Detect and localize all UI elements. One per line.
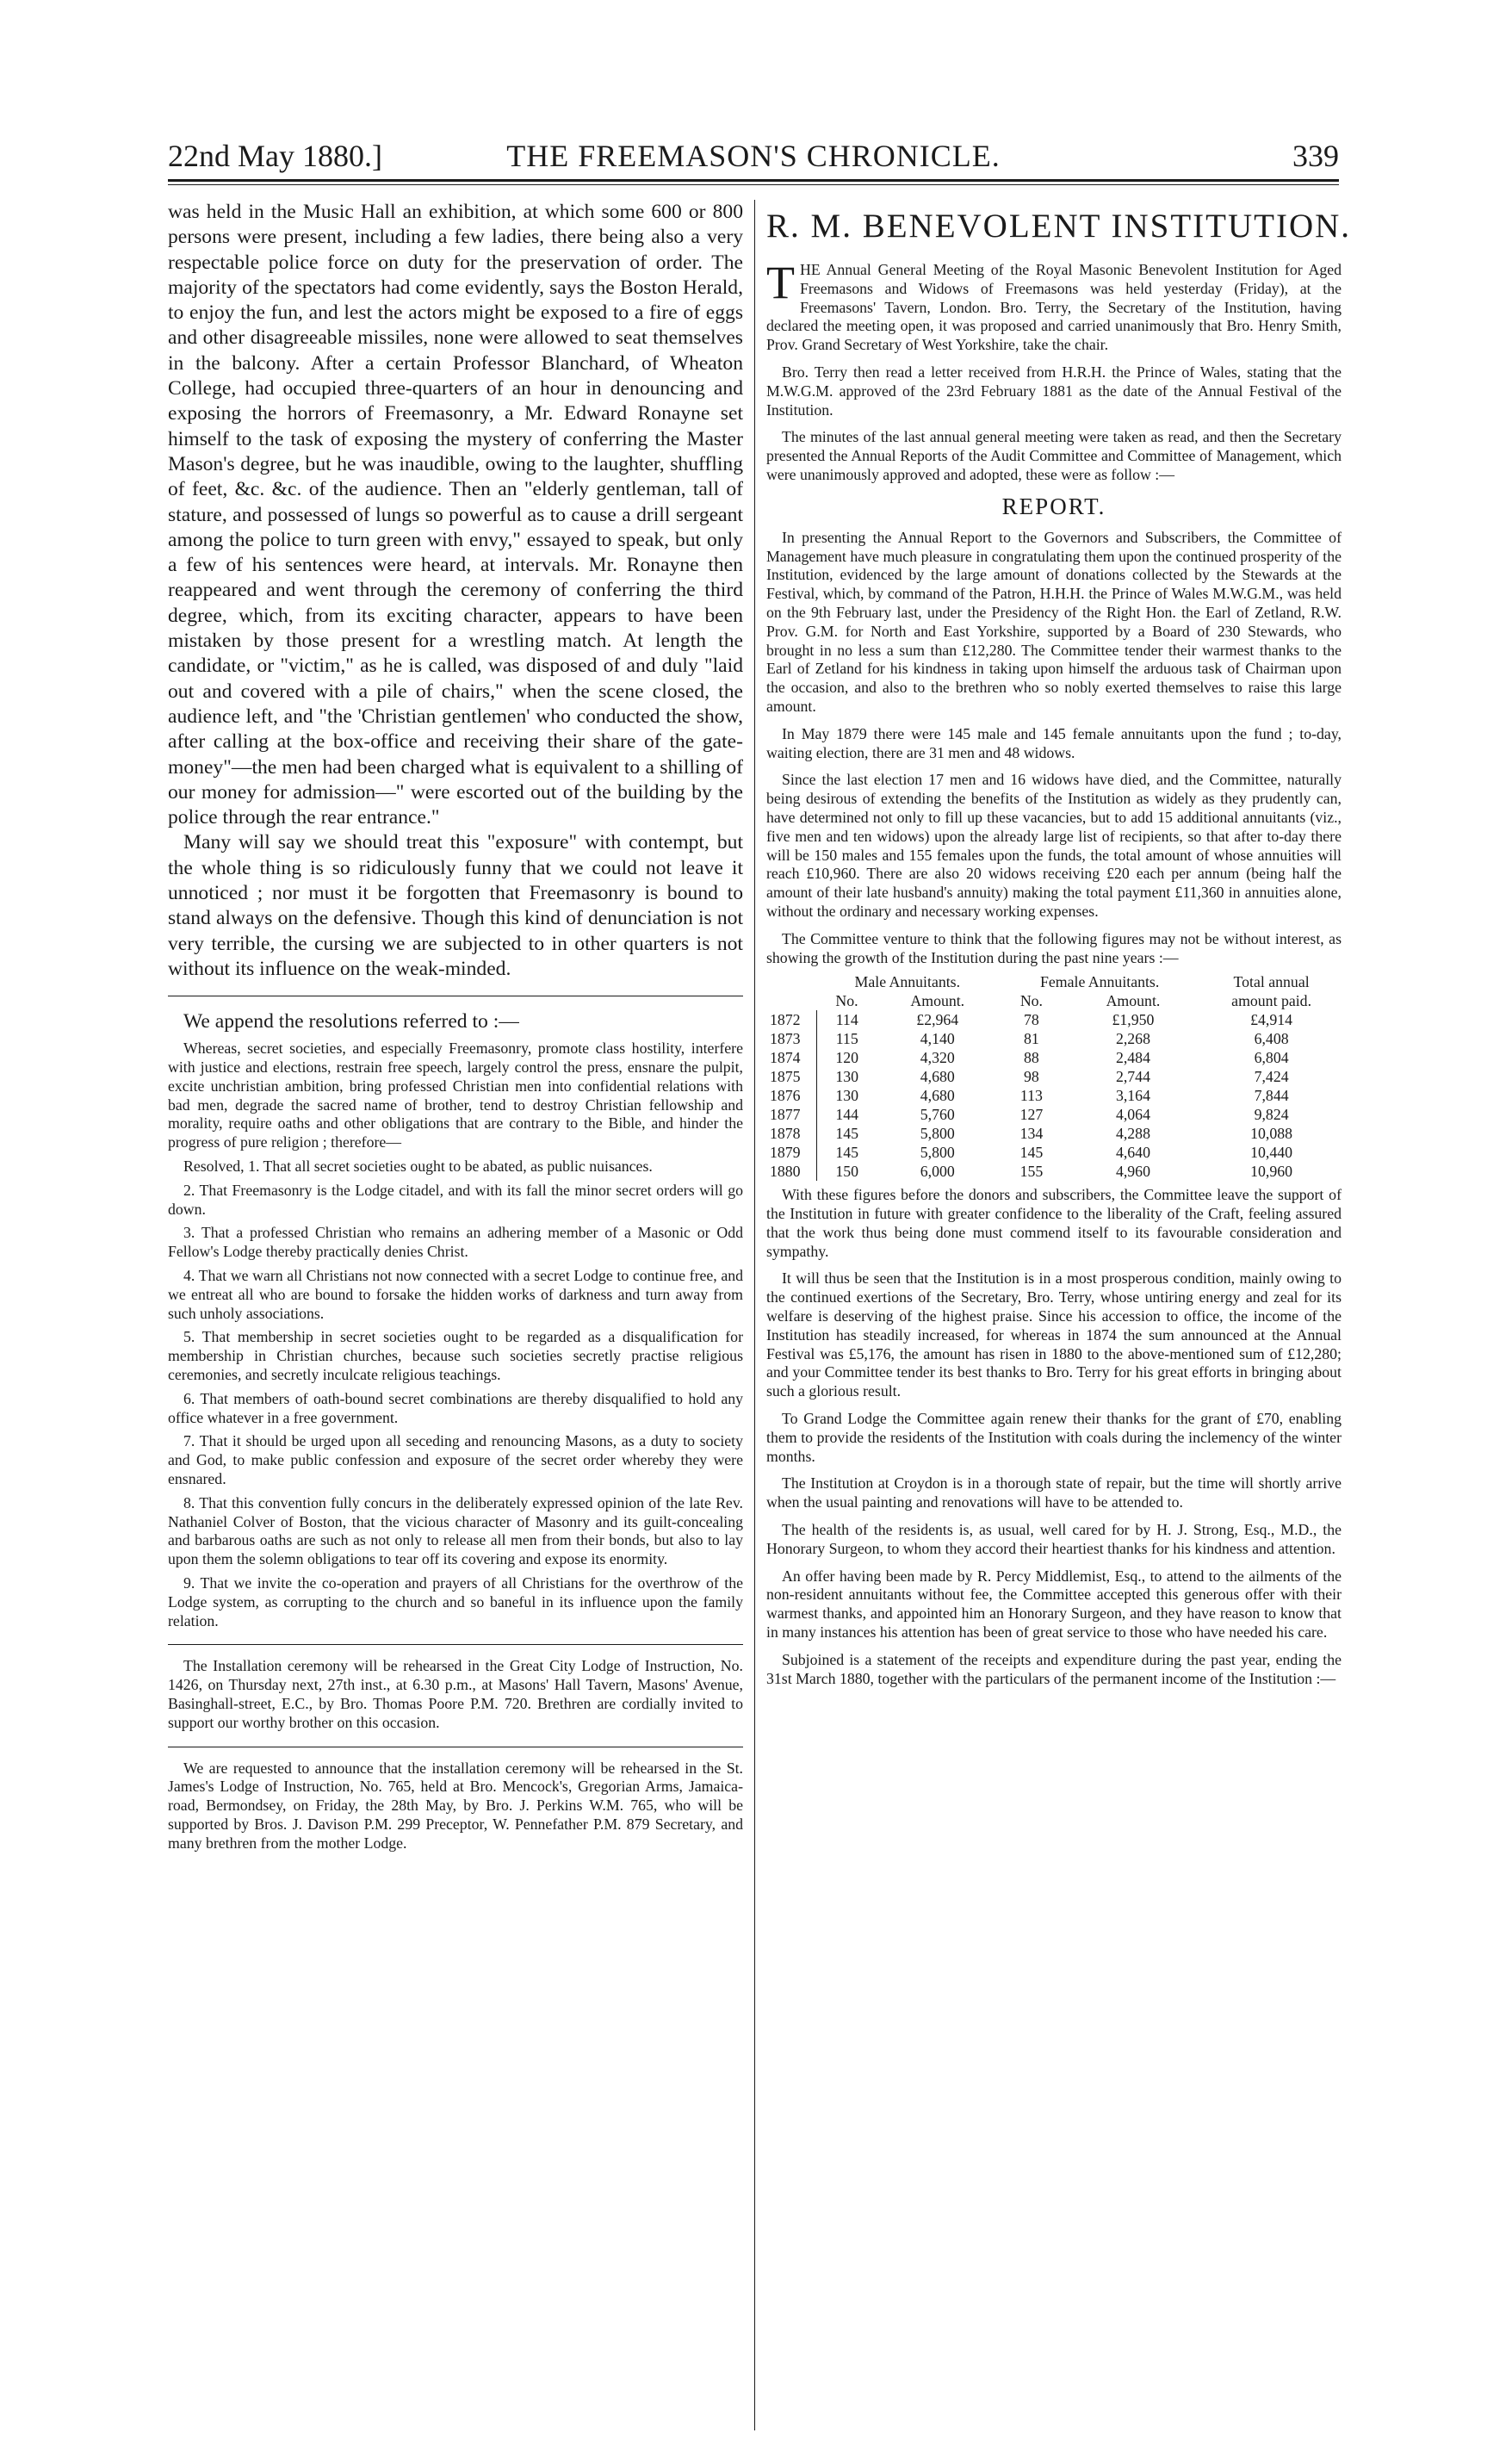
table-header-blank <box>766 991 817 1010</box>
table-cell-year: 1880 <box>766 1162 817 1181</box>
table-cell: 4,064 <box>1115 1106 1150 1124</box>
table-cell: 4,960 <box>1115 1163 1150 1181</box>
minutes-paragraph: The minutes of the last annual general meeting were taken as read, and then the Secretary presented the Annual Reports of the Audit Committee and Committee of Management, which were unanimously approved and adopted, these were as follow :— <box>766 428 1342 483</box>
article-paragraph: Many will say we should treat this "exposure" with contempt, but the whole thing is so ridiculously funny that we could not leave it unnoticed ; nor must it be forgotten that Freemasonry is bound to stand always on the defensive. Though this kind of denunciation is not very terrible, the cursing we are subjected to in other quarters is not without its influence on the weak-minded. <box>168 831 743 980</box>
report-paragraph: Subjoined is a statement of the receipts and expenditure during the past year, ending the 31st March 1880, together with the particulars of the permanent income of the Institution :— <box>766 1650 1342 1687</box>
table-header-blank <box>766 972 817 991</box>
table-cell: £1,950 <box>1112 1011 1155 1029</box>
table-cell: 78 <box>1024 1011 1039 1029</box>
table-cell: 10,440 <box>1250 1144 1293 1162</box>
table-cell: 127 <box>1019 1106 1044 1124</box>
table-row <box>766 1010 1342 1029</box>
table-cell: 150 <box>835 1163 859 1181</box>
article-paragraph: was held in the Music Hall an exhibition, at which some 600 or 800 persons were present, including a few ladies, there being also a very respectable police force on duty for the preservation of order. The majority of the spectators had come evidently, says the Boston Herald, to enjoy the fun, and lest the actors might be exposed to a fire of eggs and other disagreeable missiles, none were allowed to seat themselves in the balcony. After a certain Professor Blanchard, of Wheaton College, had occupied three-quarters of an hour in denouncing and exposing the horrors of Freemasonry, a Mr. Edward Ronayne set himself to the task of exposing the mystery of conferring the Master Mason's degree, but he was inaudible, owing to the laughter, shuffling of feet, &c. &c. of the audience. Then an "elderly gentleman, tall of stature, and possessed of lungs so powerful as to cause a drill sergeant among the police to turn green with envy," essayed to speak, but only a few of his sentences were heard, at intervals. Mr. Ronayne then reappeared and went through the ceremony of conferring the third degree, which, from its exciting character, appears to have been mistaken by those present for a wrestling match. At length the candidate, or "victim," as he is called, was disposed of and duly "laid out and covered with a pile of chairs," when the scene closed, the audience left, and "the 'Christian gentlemen' who conducted the show, after calling at the box-office and receiving their share of the gate-money"—the men had been charged what is equivalent to a shilling of our money for admission—" were escorted out of the building by the police through the rear entrance." <box>168 201 743 829</box>
table-cell: 2,744 <box>1115 1068 1150 1086</box>
resolutions-heading: We append the resolutions referred to :— <box>183 1010 519 1033</box>
rehearsal-notice: We are requested to announce that the installation ceremony will be rehearsed in the St. James's Lodge of Instruction, No. 765, held at Bro. Mencock's, Gregorian Arms, Jamaica-road, Bermondsey, on Friday, the 28th May, by Bro. J. Perkins W.M. 765, who will be supported by Bros. J. Davison P.M. 299 Preceptor, W. Pennefather P.M. 879 Secretary, and many brethren from the mother Lodge. <box>168 1759 743 1852</box>
table-cell: 144 <box>835 1106 859 1124</box>
table-cell: 7,424 <box>1254 1068 1289 1086</box>
table-group-header: Total annual <box>1233 973 1310 991</box>
table-cell: 114 <box>835 1011 858 1029</box>
table-sub-header: Amount. <box>910 992 965 1010</box>
table-group-header-row <box>766 972 1342 991</box>
table-group-header: Male Annuitants. <box>854 973 961 991</box>
table-cell-year: 1877 <box>766 1105 817 1124</box>
report-paragraph: The health of the residents is, as usual, well cared for by H. J. Strong, Esq., M.D., the Honorary Surgeon, to whom they accord their heartiest thanks for his kindness and attention. <box>766 1521 1342 1557</box>
table-row <box>766 1143 1342 1162</box>
table-cell: 155 <box>1019 1163 1044 1181</box>
table-row <box>766 1048 1342 1067</box>
table-cell: 88 <box>1024 1049 1039 1067</box>
table-cell: 5,800 <box>920 1125 955 1143</box>
table-cell: 2,268 <box>1115 1030 1150 1048</box>
page-header <box>168 138 1339 189</box>
table-sub-header: Amount. <box>1106 992 1161 1010</box>
report-paragraph: The Institution at Croydon is in a thorough state of repair, but the time will shortly arrive when the usual painting and renovations will have to be attended to. <box>766 1474 1342 1511</box>
table-sub-header: No. <box>835 992 858 1010</box>
resolution: 6. That members of oath-bound secret combinations are thereby disqualified to hold any office whatever in a free government. <box>168 1389 743 1426</box>
letter-paragraph: Bro. Terry then read a letter received from H.R.H. the Prince of Wales, stating that the M.W.G.M. approved of the 23rd February 1881 as the date of the Annual Festival of the Institution. <box>766 363 1342 419</box>
report-paragraph: In May 1879 there were 145 male and 145 female annuitants upon the fund ; to-day, waiting election, there are 31 men and 48 widows. <box>766 724 1342 761</box>
column-divider <box>754 200 755 2430</box>
table-cell: 4,680 <box>920 1068 955 1086</box>
table-cell: 113 <box>1019 1087 1043 1105</box>
table-cell: 6,000 <box>920 1163 955 1181</box>
table-cell-year: 1872 <box>766 1010 817 1029</box>
table-cell-year: 1875 <box>766 1067 817 1086</box>
intro-text: HE Annual General Meeting of the Royal Masonic Benevolent Institution for Aged Freemasons and Widows of Freemasons was held yesterday (Friday), at the Freemasons' Tavern, London. Bro. Terry, the Secretary of the Institution, having declared the meeting open, it was proposed and carried unanimously that Bro. Henry Smith, Prov. Grand Secretary of West Yorkshire, take the chair. <box>766 261 1342 354</box>
table-cell-year: 1878 <box>766 1124 817 1143</box>
table-cell: 145 <box>835 1125 859 1143</box>
table-cell: 130 <box>835 1087 859 1105</box>
left-column <box>168 200 743 1853</box>
table-cell-year: 1874 <box>766 1048 817 1067</box>
table-row <box>766 1124 1342 1143</box>
resolution: Whereas, secret societies, and especially Freemasonry, promote class hostility, interfere with justice and elections, restrain free speech, largely control the press, ensnare the pulpit, excite unchristian ambition, bring professed Christian men into confidential relations with bad men, degrade the sacred name of brother, tend to destroy Christian fellowship and morality, require oaths and other obligations that are contrary to the Bible, and hinder the progress of pure religion ; therefore— <box>168 1040 743 1151</box>
report-paragraph: Since the last election 17 men and 16 widows have died, and the Committee, naturally being desirous of extending the benefits of the Institution as widely as they prudently can, have determined not only to fill up these vacancies, but to add 15 additional annuitants (viz., five men and ten widows) upon the already large list of recipients, so that after to-day there will be 150 males and 155 females upon the funds, the total amount of whose annuities will reach £10,960. There are also 20 widows receiving £20 each per annum (being half the amount of their late husband's annuity) making the total payment £11,360 in annuities alone, without the ordinary and necessary working expenses. <box>766 771 1342 920</box>
table-cell: 115 <box>835 1030 858 1048</box>
table-cell: 120 <box>835 1049 859 1067</box>
table-row <box>766 1029 1342 1048</box>
table-cell: 134 <box>1019 1125 1044 1143</box>
resolution: 8. That this convention fully concurs in the deliberately expressed opinion of the late Rev. Nathaniel Colver of Boston, that the vicious character of Masonry and its guilt-concealing and barbarous oaths are such as not only to release all men from their bonds, but also to lay upon them the solemn obligations to tear off its covering and expose its enormity. <box>168 1493 743 1568</box>
report-heading: REPORT. <box>1001 493 1106 519</box>
table-row <box>766 1105 1342 1124</box>
resolution: 4. That we warn all Christians not now connected with a secret Lodge to continue free, and we entreat all who are bound to forsake the hidden works of darkness and turn away from such unholy associations. <box>168 1266 743 1322</box>
table-sub-header: No. <box>1019 992 1043 1010</box>
table-cell-year: 1876 <box>766 1086 817 1105</box>
table-group-header: Female Annuitants. <box>1040 973 1160 991</box>
table-row <box>766 1067 1342 1086</box>
table-cell: 98 <box>1024 1068 1039 1086</box>
table-cell: 10,088 <box>1250 1125 1293 1143</box>
table-sub-header: amount paid. <box>1231 992 1312 1010</box>
resolution: 5. That membership in secret societies ought to be regarded as a disqualification for membership in Christian churches, because such societies secretly practise religious ceremonies, and secretly inculcate religious teachings. <box>168 1328 743 1383</box>
installation-notice: The Installation ceremony will be rehearsed in the Great City Lodge of Instruction, No. 1426, on Thursday next, 27th inst., at 6.30 p.m., at Masons' Hall Tavern, Masons' Avenue, Basinghall-street, E.C., by Bro. Thomas Poore P.M. 720. Brethren are cordially invited to support our worthy brother on this occasion. <box>168 1657 743 1731</box>
right-column <box>766 200 1352 1688</box>
drop-cap: T <box>766 257 795 308</box>
table-cell: 6,804 <box>1254 1049 1289 1067</box>
table-cell: 2,484 <box>1115 1049 1150 1067</box>
resolution: 2. That Freemasonry is the Lodge citadel, and with its fall the minor secret orders will go down. <box>168 1181 743 1218</box>
table-cell: 130 <box>835 1068 859 1086</box>
table-cell: 4,320 <box>920 1049 955 1067</box>
table-cell: 4,680 <box>920 1087 955 1105</box>
table-row <box>766 1162 1342 1181</box>
article-title: R. M. BENEVOLENT INSTITUTION. <box>766 208 1352 245</box>
table-cell: 145 <box>835 1144 859 1162</box>
report-paragraph: In presenting the Annual Report to the Governors and Subscribers, the Committee of Management have much pleasure in congratulating them upon the continued prosperity of the Institution, evidenced by the large amount of donations collected by the Stewards at the Festival, which, by command of the Patron, H.H.H. the Prince of Wales M.W.G.M., was held on the 9th February last, under the Presidency of the Right Hon. the Earl of Zetland, R.W. Prov. G.M. for North and East Yorkshire, supported by a Board of 230 Stewards, who brought in no less a sum than £12,280. The Committee tender their warmest thanks to the Earl of Zetland for his kindness in taking upon himself the arduous task of Chairman upon the occasion, and also to the brethren who so nobly exerted themselves to raise this large amount. <box>766 528 1342 715</box>
resolution: 7. That it should be urged upon all seceding and renouncing Masons, as a duty to society and God, to make public confession and exposure of the secret order whereby they were ensnared. <box>168 1432 743 1487</box>
issue-date: 22nd May 1880.] <box>168 139 382 173</box>
page-number: 339 <box>1292 139 1339 173</box>
publication-title: THE FREEMASON'S CHRONICLE. <box>506 139 1001 173</box>
table-cell: 145 <box>1019 1144 1044 1162</box>
section-rule <box>168 1644 743 1645</box>
table-cell: 4,288 <box>1115 1125 1150 1143</box>
table-cell: 7,844 <box>1254 1087 1289 1105</box>
intro-paragraph <box>766 257 1342 355</box>
report-paragraph: It will thus be seen that the Institution is in a most prosperous condition, mainly owing to the continued exertions of the Secretary, Bro. Terry, whose untiring energy and zeal for its welfare is deserving of the highest praise. Since his accession to office, the income of the Institution has steadily increased, for whereas in 1874 the sum announced at the Annual Festival was £5,176, the amount has risen in 1880 to the above-mentioned sum of £12,280; and your Committee tender its best thanks to Bro. Terry for his great efforts in bringing about such a glorious result. <box>766 1269 1342 1400</box>
table-cell: 9,824 <box>1254 1106 1289 1124</box>
table-cell-year: 1873 <box>766 1029 817 1048</box>
table-sub-header-row <box>766 991 1342 1010</box>
table-cell: £2,964 <box>916 1011 959 1029</box>
table-cell: 6,408 <box>1254 1030 1289 1048</box>
table-cell: 10,960 <box>1250 1163 1293 1181</box>
report-paragraph: With these figures before the donors and subscribers, the Committee leave the support of the Institution in future with greater confidence to the liberality of the Craft, feeling assured that the work thus being done must commend itself to its favourable consideration and sympathy. <box>766 1186 1342 1260</box>
annuitants-table <box>766 972 1342 1181</box>
report-paragraph: To Grand Lodge the Committee again renew their thanks for the grant of £70, enabling them to provide the residents of the Institution with coals during the inclemency of the winter months. <box>766 1410 1342 1465</box>
table-cell: 3,164 <box>1115 1087 1150 1105</box>
report-paragraph: An offer having been made by R. Percy Middlemist, Esq., to attend to the ailments of the non-resident annuitants without fee, the Committee accepted this generous offer with their warmest thanks, and appointed him an Honorary Surgeon, and they have reason to know that in many instances his attention has been of great service to those who have needed his care. <box>766 1567 1342 1642</box>
table-row <box>766 1086 1342 1105</box>
report-paragraph: The Committee venture to think that the following figures may not be without interest, as showing the growth of the Institution during the past nine years :— <box>766 929 1342 966</box>
table-cell: 81 <box>1024 1030 1039 1048</box>
table-cell: 5,760 <box>920 1106 955 1124</box>
table-cell: 4,140 <box>920 1030 955 1048</box>
resolution: 9. That we invite the co-operation and prayers of all Christians for the overthrow of the Lodge system, as corrupting to the church and so baneful in its influence upon the family relation. <box>168 1573 743 1629</box>
table-cell-year: 1879 <box>766 1143 817 1162</box>
header-rule-thin <box>168 184 1339 185</box>
header-rule <box>168 179 1339 182</box>
resolution: 3. That a professed Christian who remains an adhering member of a Masonic or Odd Fellow's Lodge thereby practically denies Christ. <box>168 1224 743 1261</box>
table-cell: 5,800 <box>920 1144 955 1162</box>
table-cell: 4,640 <box>1115 1144 1150 1162</box>
resolution: Resolved, 1. That all secret societies ought to be abated, as public nuisances. <box>183 1157 653 1175</box>
table-cell: £4,914 <box>1250 1011 1293 1029</box>
